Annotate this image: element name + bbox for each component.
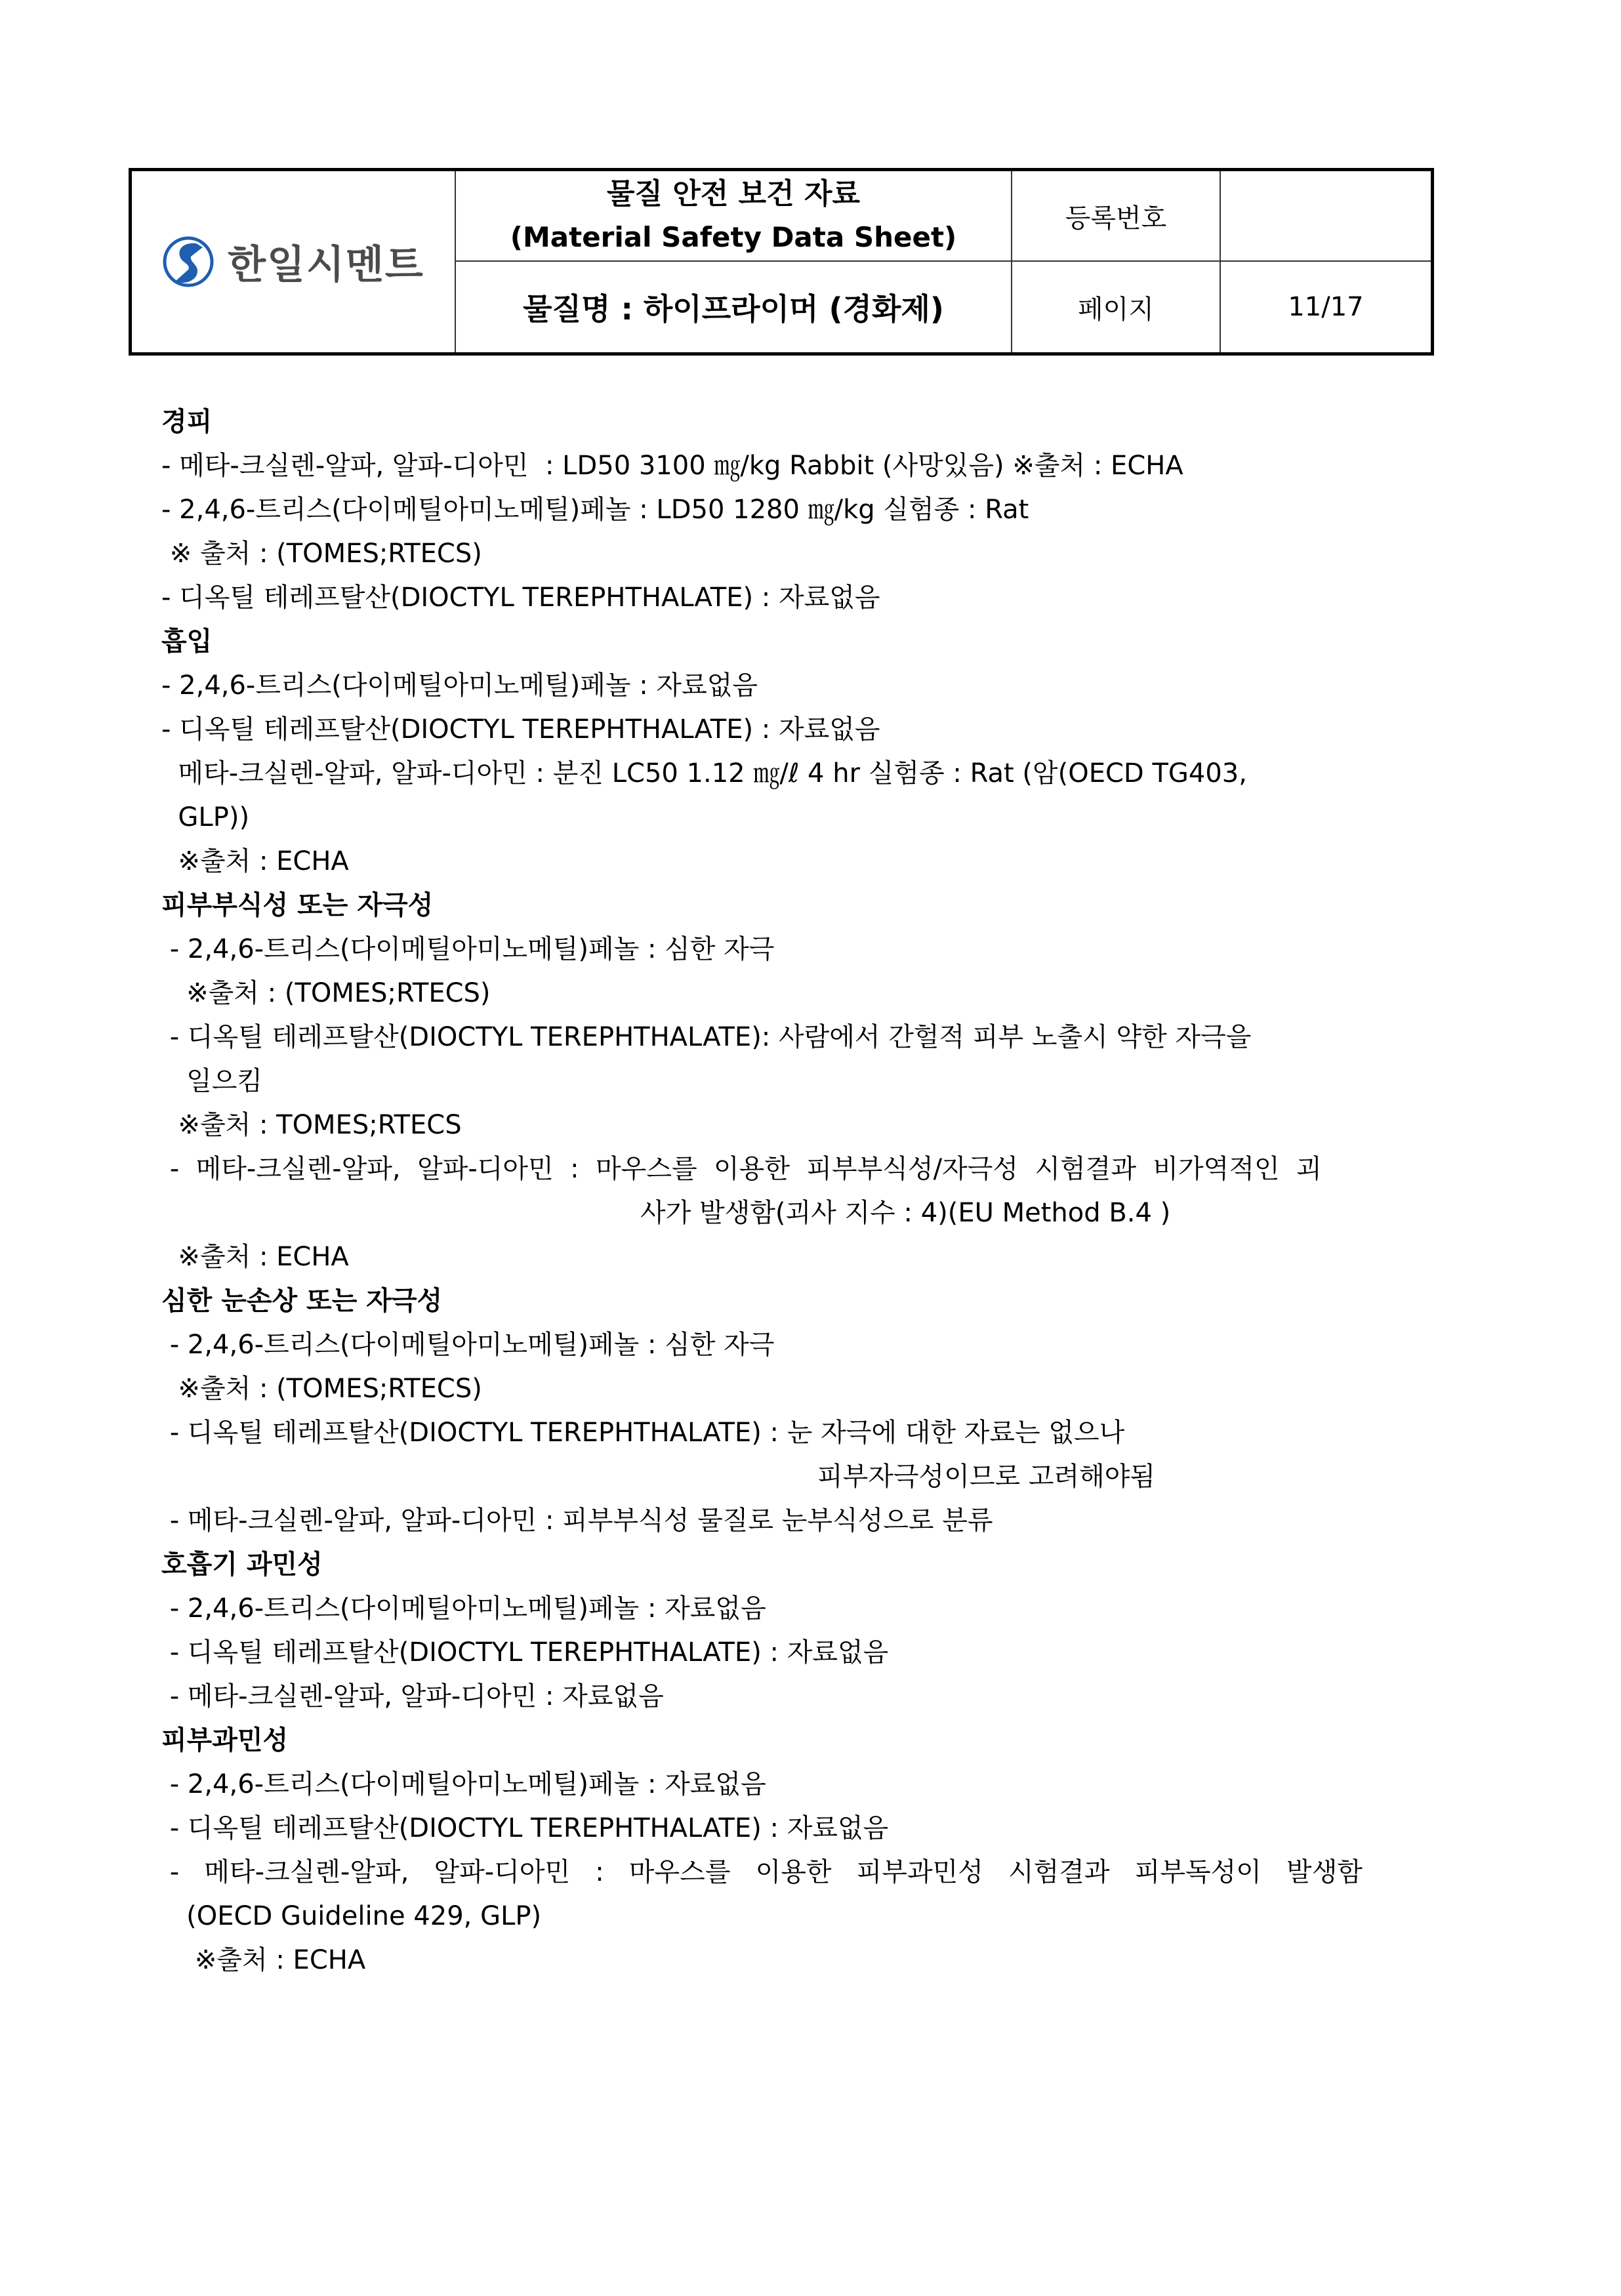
registration-number-value xyxy=(1221,171,1431,262)
respiratory-line-2: - 디옥틸 테레프탈산(DIOCTYL TEREPHTHALATE) : 자료없음 xyxy=(161,1637,889,1668)
inhalation-line-4: GLP)) xyxy=(161,802,250,832)
skin-corrosion-line-8: ※출처 : ECHA xyxy=(161,1242,349,1272)
page-label: 페이지 xyxy=(1012,262,1221,352)
skin-sensitization-line-5: ※출처 : ECHA xyxy=(161,1945,366,1975)
document-title-english: (Material Safety Data Sheet) xyxy=(510,221,957,253)
skin-sensitization-line-4: (OECD Guideline 429, GLP) xyxy=(161,1901,542,1931)
section-title-respiratory-sensitization: 호흡기 과민성 xyxy=(161,1549,323,1580)
skin-corrosion-line-2: ※출처 : (TOMES;RTECS) xyxy=(161,978,491,1008)
skin-corrosion-line-6: - 메타-크실렌-알파, 알파-디아민 : 마우스를 이용한 피부부식성/자극성 시험결과 비가역적인 괴 xyxy=(161,1154,1322,1184)
company-logo-cell xyxy=(132,171,456,352)
respiratory-line-3: - 메타-크실렌-알파, 알파-디아민 : 자료없음 xyxy=(161,1681,664,1712)
skin-sensitization-line-2: - 디옥틸 테레프탈산(DIOCTYL TEREPHTHALATE) : 자료없음 xyxy=(161,1813,889,1843)
page-number: 11/17 xyxy=(1288,292,1364,322)
dermal-line-1: - 메타-크실렌-알파, 알파-디아민 : LD50 3100 ㎎/kg Rabbit (사망있음) ※출처 : ECHA xyxy=(161,451,1183,481)
section-title-inhalation: 흡입 xyxy=(161,626,213,657)
skin-sensitization-line-1: - 2,4,6-트리스(다이메틸아미노메틸)페놀 : 자료없음 xyxy=(161,1769,766,1799)
skin-sensitization-line-3: - 메타-크실렌-알파, 알파-디아민 : 마우스를 이용한 피부과민성 시험결과 피부독성이 발생함 xyxy=(161,1857,1363,1887)
eye-damage-line-4: 피부자극성이므로 고려해야됨 xyxy=(817,1462,1156,1492)
skin-corrosion-line-5: ※출처 : TOMES;RTECS xyxy=(161,1110,462,1140)
eye-damage-line-5: - 메타-크실렌-알파, 알파-디아민 : 피부부식성 물질로 눈부식성으로 분류 xyxy=(161,1506,993,1536)
dermal-line-4: - 디옥틸 테레프탈산(DIOCTYL TEREPHTHALATE) : 자료없음 xyxy=(161,583,880,613)
inhalation-line-3: 메타-크실렌-알파, 알파-디아민 : 분진 LC50 1.12 ㎎/ℓ 4 hr 실험종 : Rat (암(OECD TG403, xyxy=(161,758,1247,789)
respiratory-line-1: - 2,4,6-트리스(다이메틸아미노메틸)페놀 : 자료없음 xyxy=(161,1593,766,1624)
skin-corrosion-line-1: - 2,4,6-트리스(다이메틸아미노메틸)페놀 : 심한 자극 xyxy=(161,934,775,964)
document-header-table xyxy=(129,168,1434,356)
substance-name: 물질명 : 하이프라이머 (경화제) xyxy=(456,262,1012,352)
eye-damage-line-3: - 디옥틸 테레프탈산(DIOCTYL TEREPHTHALATE) : 눈 자극에 대한 자료는 없으나 xyxy=(161,1418,1125,1448)
s-circle-logo-icon xyxy=(162,236,215,288)
skin-corrosion-line-4: 일으킴 xyxy=(161,1066,263,1096)
section-title-skin-corrosion: 피부부식성 또는 자극성 xyxy=(161,890,434,920)
skin-corrosion-line-7: 사가 발생함(괴사 지수 : 4)(EU Method B.4 ) xyxy=(640,1198,1171,1228)
company-name: 한일시멘트 xyxy=(228,242,424,288)
skin-corrosion-line-3: - 디옥틸 테레프탈산(DIOCTYL TEREPHTHALATE): 사람에서 간헐적 피부 노출시 약한 자극을 xyxy=(161,1022,1252,1052)
dermal-line-2: - 2,4,6-트리스(다이메틸아미노메틸)페놀 : LD50 1280 ㎎/kg 실험종 : Rat xyxy=(161,495,1029,525)
dermal-line-3: ※ 출처 : (TOMES;RTECS) xyxy=(161,539,482,569)
section-title-eye-damage: 심한 눈손상 또는 자극성 xyxy=(161,1286,443,1316)
registration-number-label: 등록번호 xyxy=(1012,171,1221,262)
eye-damage-line-1: - 2,4,6-트리스(다이메틸아미노메틸)페놀 : 심한 자극 xyxy=(161,1330,775,1360)
company-logo xyxy=(162,234,424,290)
eye-damage-line-2: ※출처 : (TOMES;RTECS) xyxy=(161,1374,482,1404)
section-title-skin-sensitization: 피부과민성 xyxy=(161,1725,289,1755)
section-title-dermal: 경피 xyxy=(161,407,213,437)
document-title-korean: 물질 안전 보건 자료 xyxy=(607,177,860,211)
inhalation-line-5: ※출처 : ECHA xyxy=(161,846,349,876)
inhalation-line-2: - 디옥틸 테레프탈산(DIOCTYL TEREPHTHALATE) : 자료없음 xyxy=(161,714,880,745)
document-body xyxy=(161,400,1447,1982)
inhalation-line-1: - 2,4,6-트리스(다이메틸아미노메틸)페놀 : 자료없음 xyxy=(161,670,758,701)
document-title-cell xyxy=(456,171,1012,262)
